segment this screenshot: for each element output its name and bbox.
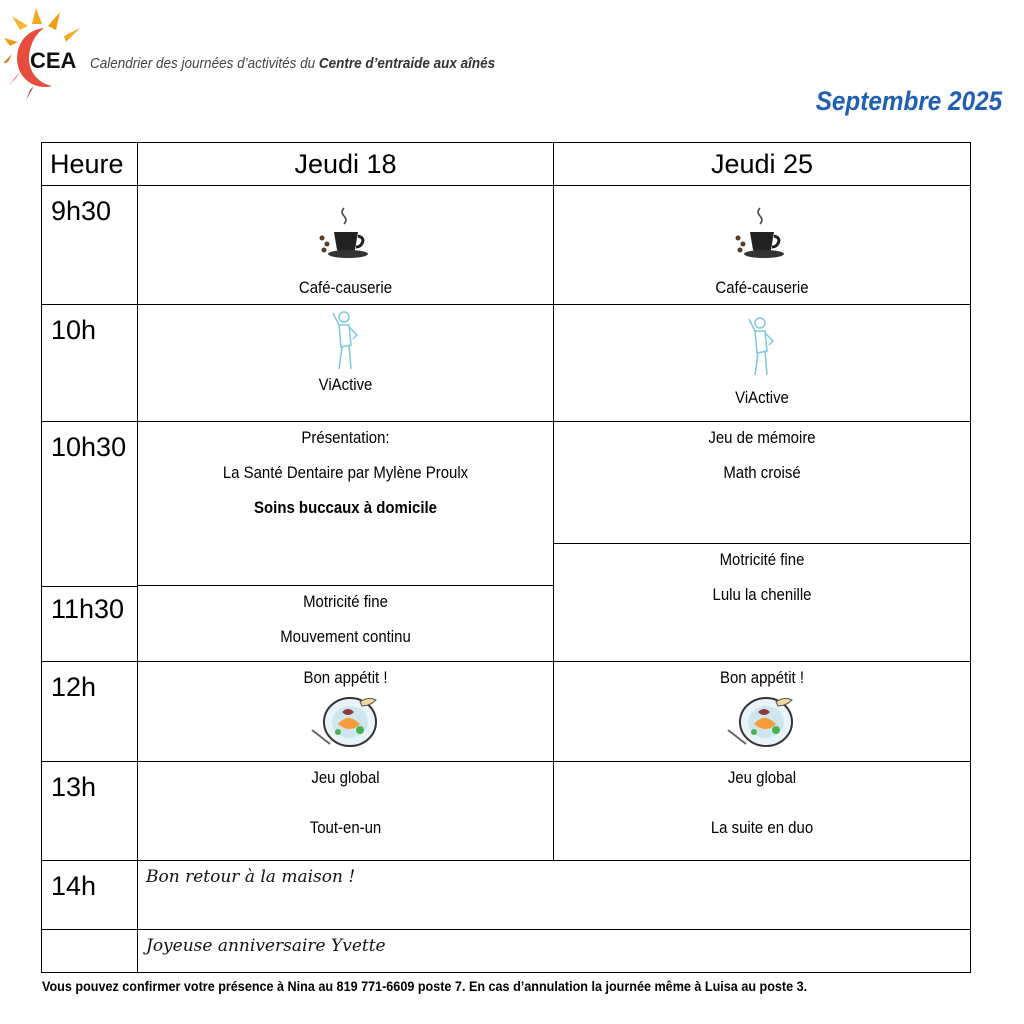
lunch-label: Bon appétit ! [719,668,805,687]
game-title: Jeu global [311,768,380,787]
motor-desc: Lulu la chenille [712,585,812,604]
activity-label: ViActive [735,388,789,407]
header-day2: Jeudi 25 [554,143,971,186]
exercise-figure-icon [745,315,779,379]
meal-plate-icon [724,690,800,750]
game-desc: Tout-en-un [309,818,382,837]
viactive-cell-day1 [138,305,554,422]
month-title: Septembre 2025 [815,86,1002,116]
game-cell-day1 [138,762,554,861]
org-name: Centre d’entraide aux aînés [318,55,496,72]
memory-cell-day2 [554,422,971,544]
time-slot-11h30 [42,544,138,662]
motor-cell-day2 [554,544,971,662]
game-cell-day2 [554,762,971,861]
confirmation-footer: Vous pouvez confirmer votre présence à Nina au 819 771-6609 poste 7. En cas d’annulation la journée même à Luisa au poste 3. [42,978,808,994]
calendar-subtitle: Calendrier des journées d’activités du Centre d’entraide aux aînés [90,55,496,72]
coffee-cup-icon [316,202,376,268]
motor-title: Motricité fine [303,592,388,611]
schedule-table [41,142,971,973]
time-slot: 13h [42,762,138,861]
logo-text: CEA [30,48,77,73]
pres-title: Présentation: [301,428,390,447]
lunch-label: Bon appétit ! [303,668,388,687]
header-time: Heure [42,143,138,186]
header-day1: Jeudi 18 [138,143,554,186]
game-desc: La suite en duo [710,818,814,837]
activity-label: Café-causerie [298,278,393,297]
game-title: Jeu global [727,768,797,787]
time-slot: 10h [42,305,138,422]
activity-label: Café-causerie [715,278,809,297]
cea-logo [4,2,82,100]
time-slot: 14h [42,861,138,930]
mem-title: Jeu de mémoire [708,428,816,447]
meal-plate-icon [308,690,384,750]
cafe-cell-day2 [554,186,971,305]
coffee-cup-icon [732,202,792,268]
presentation-cell-day1 [138,422,554,662]
lunch-cell-day1 [138,662,554,762]
time-slot: 11h30 [51,593,125,624]
time-slot: 10h30 [42,422,138,544]
viactive-cell-day2 [554,305,971,422]
empty-time-cell [42,930,138,973]
mem-desc: Math croisé [723,463,801,482]
motor-desc: Mouvement continu [280,627,411,646]
pres-desc: La Santé Dentaire par Mylène Proulx [222,463,469,482]
time-slot: 12h [42,662,138,762]
return-home-note: Bon retour à la maison ! [138,861,971,930]
birthday-note: Joyeuse anniversaire Yvette [138,930,971,973]
motor-title: Motricité fine [719,550,805,569]
time-slot: 9h30 [42,186,138,305]
pres-bold: Soins buccaux à domicile [254,498,437,517]
exercise-figure-icon [329,309,363,373]
activity-label: ViActive [318,375,373,394]
cafe-cell-day1 [138,186,554,305]
lunch-cell-day2 [554,662,971,762]
